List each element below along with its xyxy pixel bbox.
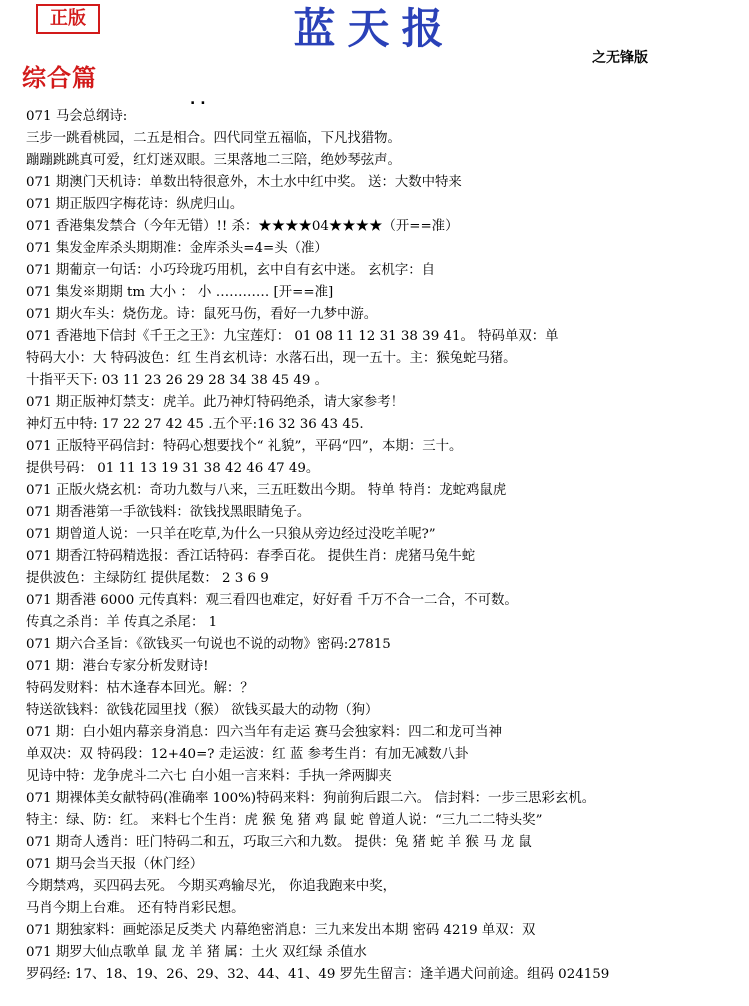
section-heading: 综合篇 [22, 63, 97, 92]
authentic-badge: 正版 [36, 4, 100, 34]
text-line: 071 期葡京一句话：小巧玲珑巧用机，玄中自有玄中迷。 玄机字：自 [26, 263, 436, 278]
article-body [26, 106, 746, 986]
text-line: 马肖今期上台难。 还有特肖彩民想。 [26, 901, 245, 916]
text-line: 神灯五中特: 17 22 27 42 45 .五个平:16 32 36 43 45. [26, 417, 364, 432]
text-line: 071 期罗大仙点歌单 鼠 龙 羊 猪 属：土火 双红绿 杀值水 [26, 945, 367, 960]
text-line: 071 期曾道人说：一只羊在吃草,为什么一只狼从旁边经过没吃羊呢?” [26, 527, 436, 542]
text-line: 见诗中特：龙争虎斗二六七 白小姐一言来料：手执一斧两脚夹 [26, 769, 392, 784]
edition-label: 之无锋版 [592, 50, 648, 66]
newspaper-title: 蓝天报 [293, 4, 456, 53]
text-line: 特码大小：大 特码波色：红 生肖玄机诗：水落石出，现一五十。主：猴兔蛇马猪。 [26, 351, 517, 366]
text-line: 071 集发金库杀头期期准：金库杀头=4=头（准） [26, 241, 328, 256]
text-line: 罗码经: 17、18、19、26、29、32、44、41、49 罗先生留言：逢羊遇犬问前途。组码 024159 [26, 967, 610, 982]
text-line: 单双决：双 特码段：12+40=? 走运波：红 蓝 参考生肖：有加无减数八卦 [26, 747, 469, 762]
text-line: 今期禁鸡，买四码去死。 今期买鸡输尽光， 你追我跑来中奖， [26, 879, 397, 894]
text-line: 071 期奇人透肖：旺门特码二和五，巧取三六和九数。 提供：兔 猪 蛇 羊 猴 马 龙 鼠 [26, 835, 532, 850]
text-line: 提供号码： 01 11 13 19 31 38 42 46 47 49。 [26, 461, 320, 476]
text-line: 071 期香港 6000 元传真料：观三看四也难定，好好看 千万不合一二合，不可数。 [26, 593, 518, 608]
text-line: 071 期正版神灯禁支：虎羊。此乃神灯特码绝杀，请大家参考！ [26, 395, 404, 410]
text-line: 071 期裸体美女献特码(准确率 100%)特码来料：狗前狗后跟二六。 信封料：一步三思彩玄机。 [26, 791, 596, 806]
text-line: 071 期六合圣旨：《欲钱买一句说也不说的动物》密码:27815 [26, 637, 391, 652]
text-line: 蹦蹦跳跳真可爱，红灯迷双眼。三果落地二三陪，绝妙琴弦声。 [26, 153, 401, 168]
text-line: 071 期马会当天报（休门经） [26, 857, 204, 872]
decorative-dots: . . [190, 92, 206, 108]
text-line: 071 集发※期期 tm 大小 ： 小 ………… [开==准] [26, 285, 334, 300]
text-line: 071 马会总纲诗: [26, 109, 128, 124]
text-line: 提供波色：主绿防红 提供尾数： 2 3 6 9 [26, 571, 269, 586]
text-line: 071 正版特平码信封：特码心想要找个“ 礼貌”，平码“四”，本期：三十。 [26, 439, 463, 454]
text-line: 071 期澳门天机诗：单数出特很意外，木土水中红中奖。 送：大数中特来 [26, 175, 462, 190]
text-line: 071 期：港台专家分析发财诗! [26, 659, 209, 674]
text-line: 特码发财料：枯木逢春本回光。解：？ [26, 681, 254, 696]
text-line: 三步一跳看桃园，二五是相合。四代同堂五福临，下凡找猎物。 [26, 131, 401, 146]
text-line: 071 期火车头：烧伤龙。诗：鼠死马伤，看好一九梦中游。 [26, 307, 378, 322]
text-line: 特主：绿、防：红。 来料七个生肖：虎 猴 兔 猪 鸡 鼠 蛇 曾道人说：“三九二二特头奖” [26, 813, 543, 828]
text-line: 十指平天下: 03 11 23 26 29 28 34 38 45 49 。 [26, 373, 329, 388]
text-line: 071 期香江特码精选报：香江话特码：春季百花。 提供生肖：虎猪马兔牛蛇 [26, 549, 476, 564]
text-line: 传真之杀肖：羊 传真之杀尾： 1 [26, 615, 218, 630]
text-line: 071 期香港第一手欲钱料：欲钱找黑眼睛兔子。 [26, 505, 311, 520]
text-line: 071 期正版四字梅花诗：纵虎归山。 [26, 197, 244, 212]
text-line: 071 香港集发禁合（今年无错）!! 杀：★★★★04★★★★（开==准） [26, 219, 459, 234]
text-line: 071 香港地下信封《千王之王》：九宝莲灯： 01 08 11 12 31 38 39 41。 特码单双：单 [26, 329, 559, 344]
text-line: 071 期：白小姐内幕亲身消息：四六当年有走运 赛马会独家料：四二和龙可当神 [26, 725, 502, 740]
text-line: 071 期独家料：画蛇添足反类犬 内幕绝密消息：三九来发出本期 密码 4219 单双：双 [26, 923, 536, 938]
text-line: 特送欲钱料：欲钱花园里找（猴） 欲钱买最大的动物（狗） [26, 703, 379, 718]
text-line: 071 正版火烧玄机：奇功九数与八来，三五旺数出今期。 特单 特肖：龙蛇鸡鼠虎 [26, 483, 507, 498]
